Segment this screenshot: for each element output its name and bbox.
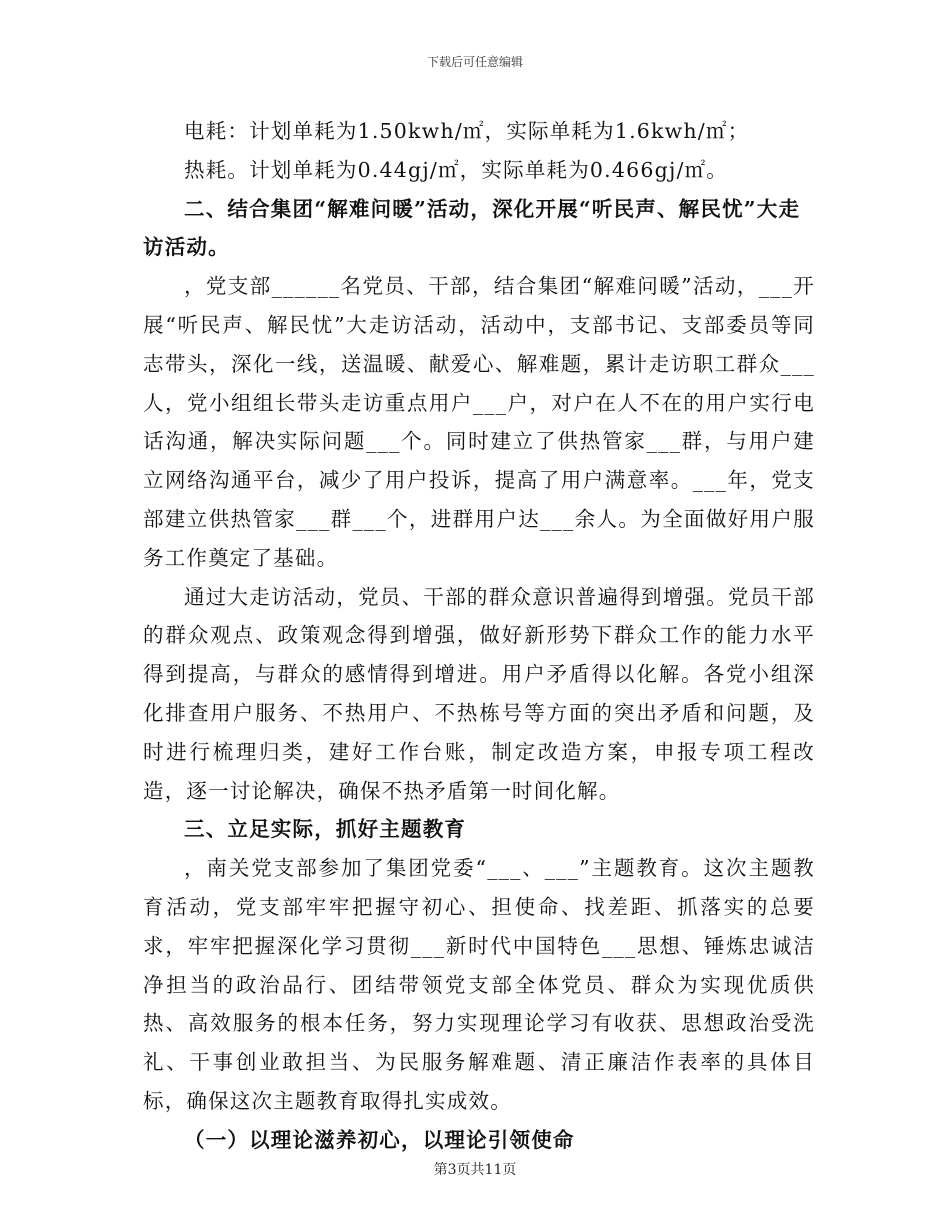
paragraph-visit-results: 通过大走访活动，党员、干部的群众意识普遍得到增强。党员干部的群众观点、政策观念得到增强，做好新形势下群众工作的能力水平得到提高，与群众的感情得到增进。用户矛盾得以化解。各党小组深化排查用户服务、不热用户、不热栋号等方面的突出矛盾和问题，及时进行梳理归类，建好工作台账，制定改造方案，申报专项工程改造，逐一讨论解决，确保不热矛盾第一时间化解。 <box>143 584 815 803</box>
paragraph-theme-education: ，南关党支部参加了集团党委“___、___”主题教育。这次主题教育活动，党支部牢牢把握守初心、担使命、找差距、抓落实的总要求，牢牢把握深化学习贯彻___新时代中国特色___思想、锤炼忠诚洁净担当的政治品行、团结带领党支部全体党员、群众为实现优质供热、高效服务的根本任务，努力实现理论学习有收获、思想政治受洗礼、干事创业敢担当、为民服务解难题、清正廉洁作表率的具体目标，确保这次主题教育取得扎实成效。 <box>143 856 815 1113</box>
paragraph-heat: 热耗。计划单耗为0.44gj/㎡，实际单耗为0.466gj/㎡。 <box>184 157 729 182</box>
paragraph-visit-activity: ，党支部______名党员、干部，结合集团“解难问暖”活动，___开展“听民声、解民忧”大走访活动，活动中，支部书记、支部委员等同志带头，深化一线，送温暖、献爱心、解难题，累计走访职工群众___人，党小组组长带头走访重点用户___户，对户在人不在的用户实行电话沟通，解决实际问题___个。同时建立了供热管家___群，与用户建立网络沟通平台，减少了用户投诉，提高了用户满意率。___年，党支部建立供热管家___群___个，进群用户达___余人。为全面做好用户服务工作奠定了基础。 <box>143 274 815 570</box>
paragraph-electricity: 电耗：计划单耗为1.50kwh/㎡，实际单耗为1.6kwh/㎡； <box>184 119 750 143</box>
page-header: 下载后可任意编辑 <box>426 55 523 69</box>
section-heading-2: 二、结合集团“解难问暖”活动，深化开展“听民声、解民忧”大走访活动。 <box>143 196 801 260</box>
subsection-heading-1: （一）以理论滋养初心，以理论引领使命 <box>184 1127 575 1152</box>
page-footer: 第3页共11页 <box>433 1162 517 1178</box>
document-body <box>143 112 815 1160</box>
section-heading-3: 三、立足实际，抓好主题教育 <box>184 817 467 842</box>
